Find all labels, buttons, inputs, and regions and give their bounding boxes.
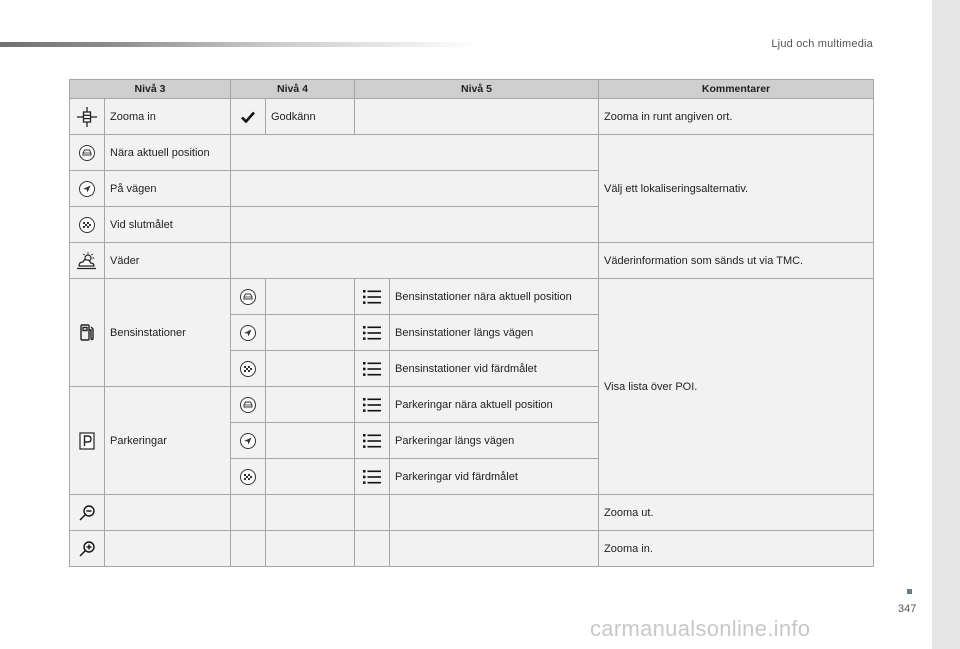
parking-p-icon [70, 387, 105, 495]
table-row [70, 531, 874, 567]
header-level-4: Nivå 4 [231, 80, 355, 99]
poi-comment: Visa lista över POI. [599, 279, 874, 495]
list-icon [355, 315, 390, 351]
row-label: Bensinstationer längs vägen [390, 315, 599, 351]
empty-cell [231, 207, 599, 243]
navigation-menu-table [69, 79, 874, 567]
navigation-arrow-circle-icon [231, 315, 266, 351]
table-row [70, 495, 874, 531]
empty-cell [266, 459, 355, 495]
header-level-5: Nivå 5 [355, 80, 599, 99]
car-circle-icon [70, 135, 105, 171]
row-label: På vägen [105, 171, 231, 207]
page-edge-band [932, 0, 960, 649]
table-row [70, 99, 874, 135]
list-icon [355, 351, 390, 387]
header-level-3: Nivå 3 [70, 80, 231, 99]
row-label: Väder [105, 243, 231, 279]
row-label: Vid slutmålet [105, 207, 231, 243]
table-row [70, 279, 874, 315]
empty-cell [231, 135, 599, 171]
magnifier-plus-icon [70, 531, 105, 567]
empty-cell [266, 351, 355, 387]
row-label: Bensinstationer [105, 279, 231, 387]
empty-cell [266, 423, 355, 459]
row-label: Parkeringar vid färdmålet [390, 459, 599, 495]
empty-cell [390, 495, 599, 531]
header-gradient-bar [0, 42, 480, 47]
checkmark-icon [231, 99, 266, 135]
empty-cell [105, 531, 231, 567]
table-row [70, 243, 874, 279]
navigation-arrow-circle-icon [231, 423, 266, 459]
empty-cell [266, 531, 355, 567]
empty-cell [266, 495, 355, 531]
row-label: Bensinstationer nära aktuell position [390, 279, 599, 315]
row-comment: Zooma ut. [599, 495, 874, 531]
table-header-row [70, 80, 874, 99]
empty-cell [355, 495, 390, 531]
empty-cell [355, 99, 599, 135]
navigation-arrow-circle-icon [70, 171, 105, 207]
empty-cell [266, 315, 355, 351]
checkered-flag-circle-icon [231, 351, 266, 387]
row-comment: Zooma in runt angiven ort. [599, 99, 874, 135]
empty-cell [231, 243, 599, 279]
row-comment: Väderinformation som sänds ut via TMC. [599, 243, 874, 279]
empty-cell [231, 171, 599, 207]
checkered-flag-circle-icon [70, 207, 105, 243]
checkered-flag-circle-icon [231, 459, 266, 495]
empty-cell [231, 495, 266, 531]
empty-cell [231, 531, 266, 567]
location-comment: Välj ett lokaliseringsalternativ. [599, 135, 874, 243]
watermark-text: carmanualsonline.info [590, 616, 811, 641]
empty-cell [390, 531, 599, 567]
fuel-pump-icon [70, 279, 105, 387]
empty-cell [355, 531, 390, 567]
row-label: Godkänn [266, 99, 355, 135]
list-icon [355, 459, 390, 495]
crosshair-map-icon [70, 99, 105, 135]
list-icon [355, 279, 390, 315]
page-marker [907, 589, 912, 594]
row-comment: Zooma in. [599, 531, 874, 567]
row-label: Bensinstationer vid färdmålet [390, 351, 599, 387]
car-circle-icon [231, 387, 266, 423]
list-icon [355, 387, 390, 423]
page-number: 347 [898, 603, 917, 615]
header-comments: Kommentarer [599, 80, 874, 99]
chapter-title: Ljud och multimedia [771, 38, 873, 50]
table-row [70, 135, 874, 171]
row-label: Nära aktuell position [105, 135, 231, 171]
row-label: Parkeringar nära aktuell position [390, 387, 599, 423]
empty-cell [105, 495, 231, 531]
empty-cell [266, 279, 355, 315]
row-label: Parkeringar längs vägen [390, 423, 599, 459]
row-label: Zooma in [105, 99, 231, 135]
row-label: Parkeringar [105, 387, 231, 495]
empty-cell [266, 387, 355, 423]
list-icon [355, 423, 390, 459]
weather-cloud-icon [70, 243, 105, 279]
magnifier-minus-icon [70, 495, 105, 531]
car-circle-icon [231, 279, 266, 315]
